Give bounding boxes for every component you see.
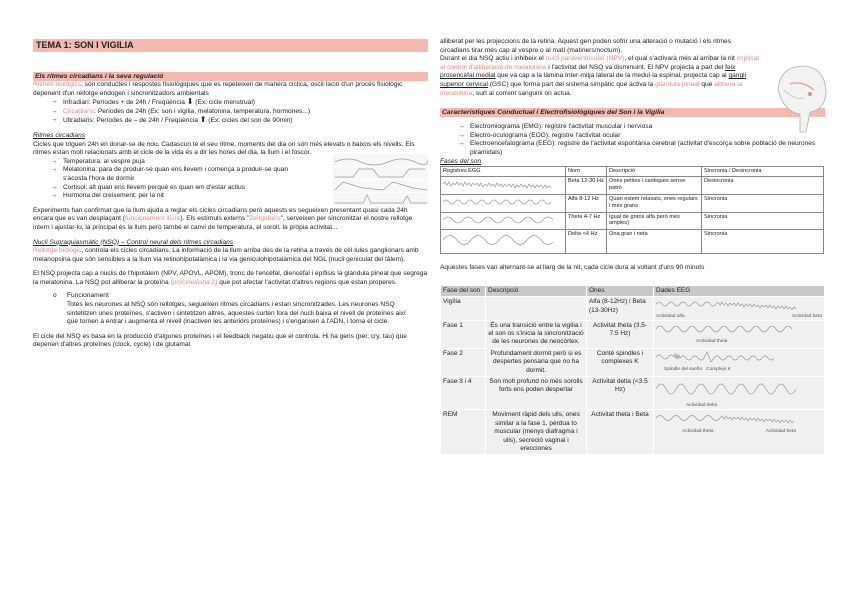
table-header-row [441, 285, 825, 296]
wave-description-cell: Quan estem relaxats, ones regulars i més grans [607, 194, 702, 212]
graph-melatonin [333, 167, 428, 179]
wave-name-cell: Beta 12-30 Hz [566, 176, 607, 194]
npv-text: Durant el dia NSQ actiu i inhibeix el [440, 55, 546, 63]
npv-text: que va cap a la làmina Inter-mitja lateral de la medul·la espinal, projecta cap al [495, 72, 729, 80]
biological-rhythms-term: Ritmes biològics [33, 81, 82, 88]
eeg-label: Actividad beta [765, 428, 796, 434]
table-row [441, 297, 825, 320]
eeg-label: Spindle del sueño [664, 367, 703, 373]
table-header: Fase del son [441, 285, 486, 296]
npv-text: alliberat per les projeccions de la retina. Aquest gen poden sofrir una alteració o mutació i els ritmes circadians tirar més cap al vespre o al matí (matiners/noctum). [440, 38, 732, 54]
wave-description-cell: Ona gran i neta [607, 230, 702, 254]
superior-cervical-ganglion-term: gangli superior cervical [440, 72, 747, 88]
experiments-paragraph [33, 207, 428, 233]
arrow-up-icon: ⬆ [199, 115, 207, 125]
nsq-text: que pot afectar l'activitat d'altres regions que estan properes. [217, 278, 397, 286]
nsq-heading: Nucli Supraquiasmàtic (NSQ) – Control neural dels ritmes circadians [33, 238, 234, 246]
list-item [33, 108, 428, 117]
experiments-text: Experiments han confirmat que la llum ajuda a reglar els cicles circadians però aquests es segueixen presentant quasi cada 24h encara que es van desplaçant ( [33, 206, 408, 223]
nsq-paragraph-3: El cicle del NSQ es basa en la producció d'algunes proteïnes i el feedback negatiu que el controla. Hi ha gens (per, cry, tau) que depenen d'altres proteïnes (clock, cycle) i de glutamat [33, 332, 407, 349]
left-column [33, 72, 428, 350]
list-item: → Electro-oculograma (EOG): registre l'activitat ocular [440, 132, 825, 141]
graph-growth-hormone [333, 193, 428, 205]
stage-name-cell: Fase 1 [441, 320, 486, 348]
functioning-text: Totes les neurones al NSQ són rellotges, segueixen ritmes circadians i estan sincronitzades. Les neurones NSQ sintetitzen unes proteïnes, s'activen i sintetitzen altres, aquestes surten fora del nucli baixa el nivell de proteïnes així que tornen a entrar i augmenta el nivell (inactiven les anteriors proteïnes) i s'enganxen a l'ADN, i torna el cicle. [67, 301, 406, 326]
sleep-phases-heading: Fases del son [440, 157, 482, 165]
wave-description-cell: Igual de grans alfa però més amples) [607, 212, 702, 230]
stage-eeg-cell [654, 297, 825, 320]
phases-alternate-text: Aquestes fases van alternant-se al llarg de la nit, cada cicle dura al voltant d'uns 90 minuts [440, 264, 705, 272]
npv-term: nucli paraventricular (NPV) [545, 55, 625, 63]
list-item-text: Infradiari: Períodes + de 24h / Freqüència [63, 99, 185, 107]
list-item: → Melatonina: para de produir-se quan ens llevem i comença a produir-se quan s'acosta l'hora de dormir [33, 166, 313, 183]
stage-waves-cell: Conté spindles i complexes K [587, 348, 654, 376]
nsq-paragraph-1 [33, 247, 428, 264]
list-item: → Temperatura: al vespre puja [33, 158, 313, 167]
functioning-bullet [33, 292, 428, 326]
nsq-text: El NSQ projecta cap a nuclis de l'hipotàlem (NPV, APOVL, APOM), tronc de l'encèfal, diencèfal i epífisis la glàndula pineal que segrega la melatonina. La NSQ pot alliberar la proteïna [33, 270, 428, 286]
table-row [441, 348, 825, 376]
stage-name-cell: Fase 2 [441, 348, 486, 376]
melatonin-release-term: allibera la melatonina [440, 80, 743, 97]
table-row [441, 176, 824, 194]
wave-name-cell: Delta <4 Hz [566, 230, 607, 254]
list-item: → Electroencefalograma (EEG): registre de l'activitat espontània cerebral (activitat d'escorça sobre població de neurones piramidals) [440, 140, 825, 157]
wakefulness-eeg-image [656, 298, 796, 310]
experiments-text: ", serveixen per sincronitzar el nostre rellotge intern i ajustar-lo, la principal és la llum però també el canvi de temperatura, el soroll, la pròpia activitat... [33, 215, 413, 231]
arrow-down-icon: ⬇ [186, 97, 194, 107]
recordings-list [440, 123, 825, 157]
medial-forebrain-bundle-term: feix prosencèfal medial [440, 63, 736, 80]
stage-description-cell: Son molt profund no més sorolls forts ens poden despertar [486, 376, 587, 409]
stage2-eeg-image [656, 350, 796, 364]
circadian-graphs-image [333, 154, 428, 206]
npv-text: , surt al corrent sanguini on actua. [472, 89, 572, 97]
npv-text: , el qual s'activarà més al arribar la nit [624, 55, 737, 63]
nsq-text: , controla els cicles circadians. La informació de la llum arriba des de la retina a través de cèl·lules ganglionars amb melanopsina que són sensibles a la llum via retinohipotalàmica i la via geniculohipotalàmica del NGL (nucli geniculat del tàlem). [33, 247, 419, 263]
free-running-term: funcionament lliure [125, 215, 181, 223]
table-header: Dades EEG [654, 285, 825, 296]
pineal-gland-term: glàndula pineal [655, 80, 700, 88]
eeg-trace-cell [441, 176, 566, 194]
stage-waves-cell: Activitat delta (<3.5 Hz) [587, 376, 654, 409]
biological-rhythms-text: , són conductes i respostes fisiològiques que es repeteixen de manera cíclica, oscil·lació d'un procés fisiològic depenent d'un rellotge endogen i sincronitzadors ambientals [33, 81, 403, 97]
section-heading-circadian-regulation: Els ritmes circadians i la seva regulació [33, 72, 428, 81]
zeitgebers-term: Zeitgebers [249, 215, 281, 223]
table-row [441, 410, 825, 455]
list-item: → Cortisol: alt quan ens llevem perquè es quan em d'estar actius [33, 184, 313, 193]
table-row [441, 212, 824, 230]
stage-waves-cell: Activitat theta (3.5-7.5 Hz) [587, 320, 654, 348]
delta-wave-image [443, 231, 553, 249]
table-header: Sincronia / Desincronia [702, 167, 824, 177]
stage-name-cell: Fase 3 i 4 [441, 376, 486, 409]
section-heading-sleep-characteristics: Característiques Conductual i Electrofisiològiques del Son i la Vigília [440, 108, 825, 117]
circadian-rhythms-heading: Ritmes circadians [33, 131, 86, 139]
npv-text: que [699, 80, 715, 88]
biological-clock-term: Rellotge biològic [33, 247, 82, 255]
table-header: Registres EGG [441, 167, 566, 177]
list-item-text: (Ex: cicles del son de 90min) [206, 117, 293, 125]
stage-waves-cell: Alfa (8-12Hz) i Beta (13-30Hz) [587, 297, 654, 320]
stage-description-cell: És una transició entre la vigília i el son os s'inicia la sincronització de les neurones de neocòrtex. [486, 320, 587, 348]
functioning-title: Funcionament [67, 292, 109, 300]
table-row [441, 376, 825, 409]
list-item-text: (Ex: cicle menstrual) [193, 99, 255, 107]
eeg-label: Complejo K [706, 367, 731, 373]
circadian-rhythms-paragraph: Cicles que triguen 24h en donar-se de nou. Cadascun té el seu ritme, moments del dia on són més elevats o baixos els nivells. Els ritmes estan molt relacionats amb el cicle de la vida és a dir les hores del dia, la llum i el foscor. [33, 140, 415, 157]
eeg-label: Actividad theta [696, 338, 728, 344]
npv-paragraph [440, 38, 760, 98]
eeg-label: Actividad theta [682, 428, 714, 434]
rhythm-types-list [33, 98, 428, 126]
wave-name-cell: Theta 4-7 Hz [566, 212, 607, 230]
eeg-trace-cell [441, 194, 566, 212]
table-header: Descripció [607, 167, 702, 177]
eeg-trace-cell [441, 230, 566, 254]
hormones-list [33, 158, 313, 201]
table-row [441, 194, 824, 212]
wave-description-cell: Ones petites i caòtiques sense patró [607, 176, 702, 194]
wave-sync-cell: Sincronia [702, 212, 824, 230]
melatonin-control-term: implicat al control d'alliberació de melatonina [440, 55, 760, 71]
table-header-row [441, 167, 824, 177]
list-item [33, 116, 428, 126]
list-item-text: : Períodes de 24h (Ex: son i vigília, melatonina, temperatura, hormones...) [94, 107, 311, 115]
stage-eeg-cell [654, 320, 825, 348]
eeg-waves-table [440, 166, 824, 254]
wave-sync-cell: Sincronia [702, 230, 824, 254]
graph-cortisol [333, 180, 428, 192]
stage-eeg-cell [654, 376, 825, 409]
alpha-wave-image [443, 196, 553, 208]
stage-description-cell: Moviment ràpid dels ulls, ones similar a la fase 1, pèrdua to muscular (menys diafragma i ulls), secreció vaginal i erecciones [486, 410, 587, 455]
list-item-term: Circadians [63, 107, 95, 115]
list-item: → Hormona del creixement: per la nit [33, 192, 313, 201]
graph-temperature [333, 154, 428, 166]
beta-wave-image [443, 178, 553, 190]
rem-eeg-image [656, 411, 796, 425]
stage-eeg-cell [654, 348, 825, 376]
npv-text: (GSC) que forma part del sistema simpàtic que activa la [488, 80, 656, 88]
table-header: Nom [566, 167, 607, 177]
experiments-text: ). Els estímuls externs " [180, 215, 250, 223]
procineticina-term: (procineticina 2) [170, 278, 218, 286]
eeg-label: Actividad alfa [656, 313, 685, 319]
table-row [441, 230, 824, 254]
right-column [440, 38, 825, 455]
table-header: Ones [587, 285, 654, 296]
bullet-circle-icon: o [53, 292, 57, 300]
theta-wave-image [443, 214, 553, 226]
stage-description-cell [486, 297, 587, 320]
stage-name-cell: Vigília [441, 297, 486, 320]
stage-waves-cell: Activitat theta i Beta [587, 410, 654, 455]
nsq-paragraph-2 [33, 270, 428, 287]
page-title: TEMA 1: SON I VIGILIA [33, 39, 428, 52]
npv-text: i l'activitat del NSQ va disminuint. El NPV projecta a part del [546, 63, 726, 71]
wave-sync-cell: Desincronia [702, 176, 824, 194]
table-row [441, 320, 825, 348]
list-item [33, 98, 428, 108]
biological-rhythms-paragraph [33, 81, 428, 98]
stage-eeg-cell [654, 410, 825, 455]
eeg-label: Actividad beta [791, 313, 822, 319]
stage1-eeg-image [656, 322, 796, 336]
stage3-4-eeg-image [656, 378, 796, 400]
list-item-text: Ultradiaris: Períodes de – de 24h / Freqüència [63, 117, 198, 125]
table-header: Descripció [486, 285, 587, 296]
wave-name-cell: Alfa 8-12 Hz [566, 194, 607, 212]
wave-sync-cell: Sincronia [702, 194, 824, 212]
eeg-label: Actividad delta [686, 403, 718, 409]
stage-name-cell: REM [441, 410, 486, 455]
stage-description-cell: Profundament dormit però si es despertes pensaria que no ha dormit. [486, 348, 587, 376]
list-item: → Electromiograma (EMG): registre l'activitat muscular i nerviosa [440, 123, 825, 132]
sleep-stages-table [440, 285, 825, 456]
eeg-trace-cell [441, 212, 566, 230]
